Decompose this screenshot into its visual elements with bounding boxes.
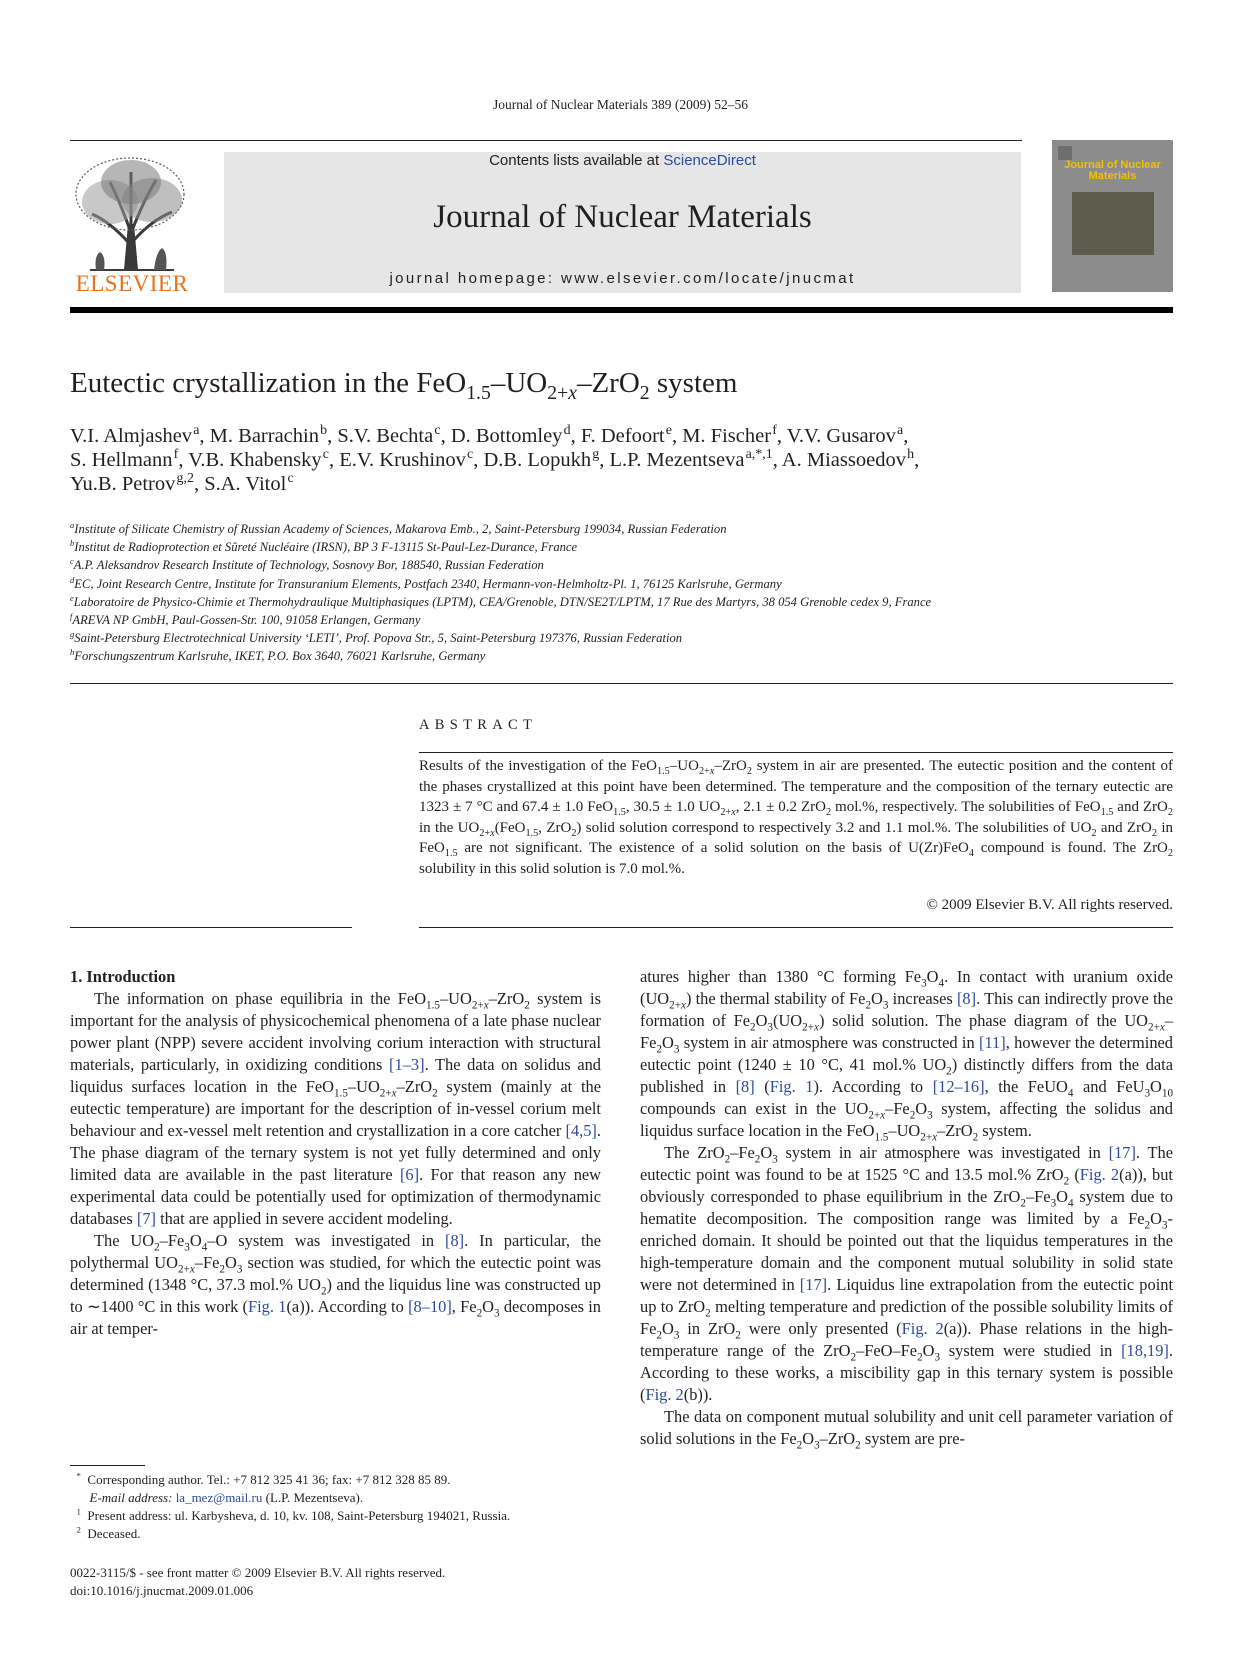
body-paragraph: atures higher than 1380 °C forming $Fe_3O_4$. In contact with uranium oxide $(UO_{2+x})$ the thermal stability of $Fe_2O_3$ increases [8]. This can indirectly prove the formation of $Fe_2O_3(UO_{2+x})$ solid solution. The phase diagram of the $UO_{2+x}-Fe_2O_3$ system in air atmosphere was constructed in [11], however the determined eutectic point (1240 ± 10 °C, 41 mol.% $UO_2$) distinctly differs from the data published in [8] (Fig. 1). According to [12–16], the FeUO$_4$ and $FeU_3O_{10}$ compounds can exist in the $UO_{2+x}-Fe_2O_3$ system, affecting the solidus and liquidus surface location in the $FeO_{1.5}-UO_{2+x}-ZrO_2$ system. xyxy=(640,967,1174,1144)
affiliation-text: Saint-Petersburg Electrotechnical University ‘LETI’, Prof. Popova Str., 5, Saint-Petersburg 197376, Russian Federation xyxy=(74,631,683,646)
body-paragraph: The $ZrO_2-Fe_2O_3$ system in air atmosphere was investigated in [17]. The eutectic point was found to be at 1525 °C and 13.5 mol.% ZrO$_2$ (Fig. 2(a)), but obviously corresponded to phase equilibrium in the $ZrO_2-Fe_3O_4$ system due to hematite decomposition. The composition range was limited by a $Fe_2O_3$-enriched domain. It should be pointed out that the liquidus temperatures in the high-temperature domain and the component mutual solubility in solid state were not determined in [17]. Liquidus line extrapolation from the eutectic point up to ZrO$_2$ melting temperature and prediction of the possible solubility limits of $Fe_2O_3$ in ZrO$_2$ were only presented (Fig. 2(a)). Phase relations in the high-temperature range of the $ZrO_2-FeO-Fe_2O_3$ system were studied in [18,19]. According to these works, a miscibility gap in this ternary system is possible (Fig. 2(b)). xyxy=(640,1143,1173,1404)
abstract-copyright: © 2009 Elsevier B.V. All rights reserved. xyxy=(926,897,1173,913)
affiliation-b xyxy=(70,538,1173,556)
body-column-right xyxy=(640,966,1173,1450)
journal-title: Journal of Nuclear Materials xyxy=(433,199,812,235)
affiliation-d xyxy=(70,575,1173,593)
abstract-end-rule-left xyxy=(70,927,352,928)
footnote-present-address: $^1$ Present address: ul. Karbysheva, d. 10, kv. 108, Saint-Petersburg 194021, Russia. xyxy=(76,1506,511,1523)
journal-cover-thumbnail xyxy=(1052,140,1173,292)
abstract-rule xyxy=(419,752,1173,753)
doi-line[interactable]: doi:10.1016/j.jnucmat.2009.01.006 xyxy=(70,1583,254,1598)
affiliation-mark: a xyxy=(70,519,75,530)
footnote-corresponding: * Corresponding author. Tel.: +7 812 325 41 36; fax: +7 812 328 85 89. xyxy=(76,1470,451,1487)
affiliation-f xyxy=(70,611,1173,629)
affiliation-mark: f xyxy=(70,610,73,621)
affiliation-rule xyxy=(70,683,1173,684)
affiliation-text: A.P. Aleksandrov Research Institute of Technology, Sosnovy Bor, 188540, Russian Federation xyxy=(73,558,544,573)
header-thick-rule xyxy=(70,307,1173,313)
contents-prefix: Contents lists available at xyxy=(489,152,664,169)
cover-publisher-mark xyxy=(1058,146,1072,160)
affiliation-g xyxy=(70,629,1173,647)
affiliation-text: Laboratoire de Physico-Chimie et Thermohydraulique Multiphasiques (LPTM), CEA/Grenoble, DTN/SE2T/LPTM, 17 Rue des Martyrs, 38 054 Grenoble cedex 9, France xyxy=(73,594,932,609)
cover-title: Journal of Nuclear Materials xyxy=(1064,159,1161,182)
abstract-end-rule-right xyxy=(419,927,1173,928)
journal-reference: Journal of Nuclear Materials 389 (2009) 52–56 xyxy=(493,97,748,112)
affiliation-mark: e xyxy=(70,592,74,603)
body-column-left xyxy=(70,966,601,1340)
affiliation-text: Institut de Radioprotection et Sûreté Nucléaire (IRSN), BP 3 F-13115 St-Paul-Lez-Durance, France xyxy=(74,540,578,555)
affiliation-text: Forschungszentrum Karlsruhe, IKET, P.O. Box 3640, 76021 Karlsruhe, Germany xyxy=(74,649,486,664)
header-rule xyxy=(70,140,1022,141)
footnote-email: E-mail address: la_mez@mail.ru (L.P. Mezentseva). xyxy=(89,1490,364,1505)
affiliation-e xyxy=(70,593,1173,611)
affiliation-text: EC, Joint Research Centre, Institute for Transuranium Elements, Postfach 2340, Hermann-von-Helmholtz-Pl. 1, 76125 Karlsruhe, Germany xyxy=(74,576,782,591)
footnote-rule xyxy=(70,1465,145,1466)
article-title: Eutectic crystallization in the $FeO_{1.5}-UO_{2+x}-ZrO_2$ system xyxy=(70,367,738,404)
elsevier-wordmark: ELSEVIER xyxy=(75,271,189,296)
affiliation-c xyxy=(70,556,1173,574)
affiliation-mark: h xyxy=(70,647,75,658)
affiliation-text: Institute of Silicate Chemistry of Russian Academy of Sciences, Makarova Emb., 2, Saint-Petersburg 199034, Russian Federation xyxy=(74,522,727,536)
sciencedirect-link[interactable]: ScienceDirect xyxy=(663,152,756,169)
affiliation-a xyxy=(70,520,1173,538)
body-paragraph: The information on phase equilibria in the $FeO_{1.5}-UO_{2+x}-ZrO_2$ system is important for the analysis of physicochemical phenomena of a late phase nuclear power plant (NPP) severe accident involving corium interaction with structural materials, particularly, in oxidizing conditions [1–3]. The data on solidus and liquidus surfaces location in the $FeO_{1.5}-UO_{2+x}-ZrO_2$ system (mainly at the eutectic temperature) are important for the description of in-vessel corium melt behaviour and ex-vessel melt retention and crystallization in a core catcher [4,5]. The phase diagram of the ternary system is not yet fully determined and only limited data are available in the past literature [6]. For that reason any new experimental data could be potentially used for optimization of thermodynamic databases [7] that are applied in severe accident modeling. xyxy=(70,989,601,1228)
affiliation-h xyxy=(70,647,1173,665)
body-paragraph: The $UO_2-Fe_3O_4-O$ system was investigated in [8]. In particular, the polythermal $UO_{2+x}-Fe_2O_3$ section was studied, for which the eutectic point was determined (1348 °C, 37.3 mol.% $UO_2$) and the liquidus line was constructed up to ∼1400 °C in this work (Fig. 1(a)). According to [8–10], $Fe_2O_3$ decomposes in air at temper- xyxy=(70,1231,602,1338)
affiliations xyxy=(70,520,1173,666)
abstract-heading: ABSTRACT xyxy=(419,717,538,733)
affiliation-mark: b xyxy=(70,538,75,549)
footnotes xyxy=(70,1471,601,1543)
contents-line xyxy=(224,152,1021,169)
section-heading: 1. Introduction xyxy=(70,967,176,986)
front-matter xyxy=(70,1564,445,1600)
affiliation-mark: c xyxy=(70,556,74,567)
footnote-deceased: $^2$ Deceased. xyxy=(76,1524,141,1541)
journal-homepage[interactable]: journal homepage: www.elsevier.com/locate/jnucmat xyxy=(389,270,856,287)
body-paragraph: The data on component mutual solubility and unit cell parameter variation of solid solutions in the $Fe_2O_3-ZrO_2$ system are pre- xyxy=(640,1407,1173,1452)
author-list: V.I. Almjashev $^a$, M. Barrachin $^b$, S.V. Bechta $^c$, D. Bottomley $^d$, F. Defoort $^e$, M. Fischer $^f$, V.V. Gusarov $^a$, S. Hellmann $^f$, V.B. Khabensky $^c$, E.V. Krushinov $^c$, D.B. Lopukh $^g$, L.P. Mezentseva $^{a,*,1}$, A. Miassoedov $^h$, Yu.B. Petrov $^{g,2}$, S.A. Vitol $^c$ xyxy=(70,423,920,495)
affiliation-text: AREVA NP GmbH, Paul-Gossen-Str. 100, 91058 Erlangen, Germany xyxy=(72,613,421,628)
affiliation-mark: d xyxy=(70,574,75,585)
issn-line: 0022-3115/$ - see front matter © 2009 Elsevier B.V. All rights reserved. xyxy=(70,1565,446,1580)
affiliation-mark: g xyxy=(70,629,75,640)
cover-image xyxy=(1072,192,1154,255)
abstract-text: Results of the investigation of the $FeO_{1.5}-UO_{2+x}-ZrO_2$ system in air are presented. The eutectic position and the content of the phases crystallized at this point have been determined. The temperature and the composition of the ternary eutectic are 1323 ± 7 °C and 67.4 ± 1.0 FeO$_{1.5}$, 30.5 ± 1.0 $UO_{2+x}$, 2.1 ± 0.2 ZrO$_2$ mol.%, respectively. The solubilities of FeO$_{1.5}$ and ZrO$_2$ in the $UO_{2+x}(FeO_{1.5}$, ZrO$_2$) solid solution correspond to respectively 3.2 and 1.1 mol.%. The solubilities of $UO_2$ and ZrO$_2$ in FeO$_{1.5}$ are not significant. The existence of a solid solution on the basis of U(Zr)FeO$_4$ compound is found. The ZrO$_2$ solubility in this solid solution is 7.0 mol.%. xyxy=(419,758,1174,877)
